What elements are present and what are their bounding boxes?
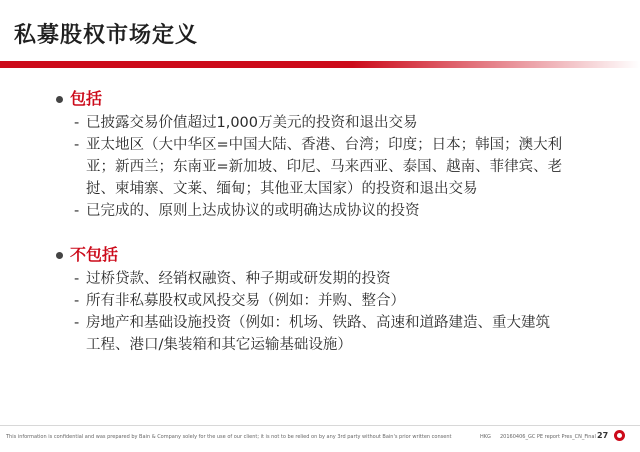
dash-marker: - [74,293,80,309]
include-list [50,112,625,222]
item-line: 工程、港口/集装箱和其它运输基础设施） [86,337,352,353]
exclude-list [50,268,625,356]
list-item [50,134,625,200]
item-line: 已完成的、原则上达成协议的或明确达成协议的投资 [86,203,420,219]
item-line: 过桥贷款、经销权融资、种子期或研发期的投资 [86,271,391,287]
list-item [50,200,625,222]
bain-logo-icon [614,430,625,441]
bullet-dot-icon [56,96,63,103]
list-item [50,290,625,312]
item-line: 亚太地区（大中华区=中国大陆、香港、台湾；印度；日本；韩国；澳大利 [86,137,563,153]
content-area [50,88,625,356]
section-heading-label: 包括 [70,89,103,108]
item-line: 已披露交易价值超过1,000万美元的投资和退出交易 [86,115,418,131]
dash-marker: - [74,137,80,153]
section-heading-include [50,88,625,110]
dash-marker: - [74,115,80,131]
footer [0,425,640,452]
page-number: 27 [597,431,609,440]
section-heading-label: 不包括 [70,245,119,264]
section-heading-exclude [50,244,625,266]
list-item [50,312,625,356]
list-item [50,268,625,290]
footer-filename: 20160406_GC PE report Pres_CN_Final [500,434,596,440]
page-title: 私募股权市场定义 [14,23,199,48]
item-line: 房地产和基础设施投资（例如：机场、铁路、高速和道路建造、重大建筑 [86,315,550,331]
item-line: 亚；新西兰；东南亚=新加坡、印尼、马来西亚、泰国、越南、菲律宾、老 [86,159,563,175]
title-divider-bar [0,61,640,68]
confidentiality-note: This information is confidential and was prepared by Bain & Company solely for the use of our client; it is not to be relied on by any 3rd party without Bain's prior written consent [6,434,452,440]
dash-marker: - [74,315,80,331]
footer-region: HKG [480,434,491,440]
dash-marker: - [74,271,80,287]
bullet-dot-icon [56,252,63,259]
item-line: 所有非私募股权或风投交易（例如：并购、整合） [86,293,405,309]
list-item [50,112,625,134]
dash-marker: - [74,203,80,219]
item-line: 挝、柬埔寨、文莱、缅甸；其他亚太国家）的投资和退出交易 [86,181,478,197]
